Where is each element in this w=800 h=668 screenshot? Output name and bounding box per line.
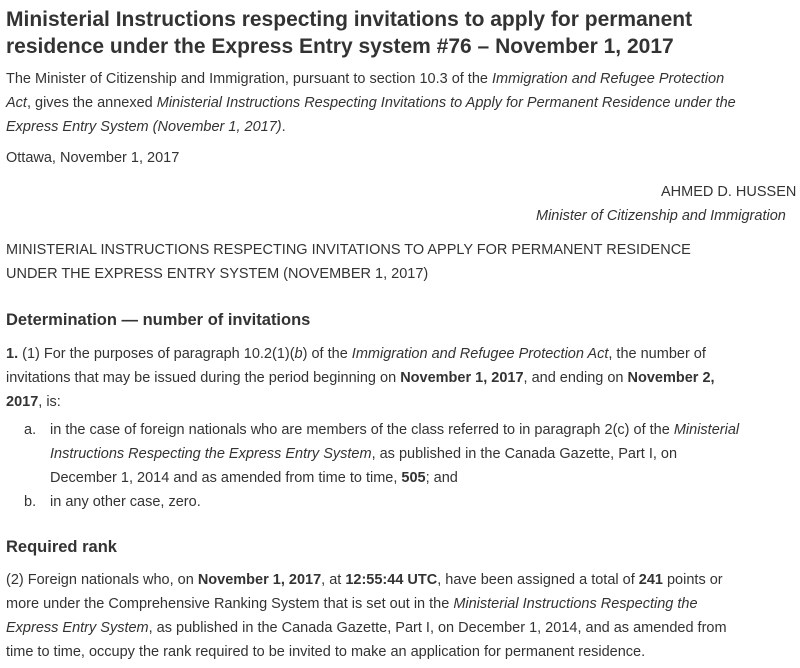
instructions-title: Ministerial Instructions Respecting Invitations to Apply for Permanent Residence under the [156, 95, 736, 111]
act-title-end: Act [6, 95, 27, 111]
invitation-list [6, 418, 800, 514]
section-heading-determination: Determination — number of invitations [6, 311, 311, 329]
rank-time: 12:55:44 UTC [345, 572, 438, 588]
act-title: Immigration and Refugee Protection [492, 71, 725, 87]
signature-name: AHMED D. HUSSEN [661, 184, 797, 200]
intro-text: The Minister of Citizenship and Immigration, pursuant to section 10.3 of the [6, 71, 492, 87]
list-marker: a. [24, 422, 37, 438]
section-number: 1. [6, 346, 19, 362]
intro-text: . [281, 119, 286, 135]
start-date: November 1, 2017 [400, 370, 524, 386]
section-heading-required-rank: Required rank [6, 538, 117, 556]
crs-points: 241 [638, 572, 663, 588]
instructions-heading: MINISTERIAL INSTRUCTIONS RESPECTING INVITATIONS TO APPLY FOR PERMANENT RESIDENCE UNDER THE EXPRESS ENTRY SYSTEM (NOVEMBER 1, 2017) [6, 242, 691, 282]
list-item: a. in the case of foreign nationals who are members of the class referred to in paragraph 2(c) of the Ministerial Instructions Respecting the Express Entry System, as published in the Canada Gazette, Part I, on December 1, 2014 and as amended from time to time, 505; and [6, 418, 800, 490]
invitation-count: 505 [401, 470, 426, 486]
intro-paragraph [6, 67, 800, 139]
rank-date: November 1, 2017 [197, 572, 322, 588]
page-title [6, 6, 800, 60]
place-date: Ottawa, November 1, 2017 [6, 150, 180, 166]
end-date-year: 2017 [6, 394, 39, 410]
signature-title: Minister of Citizenship and Immigration [536, 208, 786, 224]
end-date: November 2, [627, 370, 715, 386]
instructions-title-end: Express Entry System (November 1, 2017) [6, 119, 282, 135]
list-marker: b. [24, 494, 37, 510]
act-title: Immigration and Refugee Protection Act [351, 346, 609, 362]
section-2-paragraph: (2) Foreign nationals who, on November 1, 2017, at 12:55:44 UTC, have been assigned a total of 241 points or more under the Comprehensive Ranking System that is set out in the Ministerial Instructions Respecting the Express Entry System, as published in the Canada Gazette, Part I, on December 1, 2014, and as amended from time to time, occupy the rank required to be invited to make an application for permanent residence. [6, 572, 727, 660]
intro-text: , gives the annexed [26, 95, 157, 111]
list-item: b. in any other case, zero. [6, 490, 800, 514]
page-title-line-2: residence under the Express Entry system #76 – November 1, 2017 [6, 35, 674, 58]
section-1-paragraph: 1. (1) For the purposes of paragraph 10.2(1)(b) of the Immigration and Refugee Protection Act, the number of invitations that may be issued during the period beginning on November 1, 2017, and ending on November 2, 2017, is: [6, 346, 715, 410]
page-title-line-1: Ministerial Instructions respecting invitations to apply for permanent [6, 8, 693, 31]
